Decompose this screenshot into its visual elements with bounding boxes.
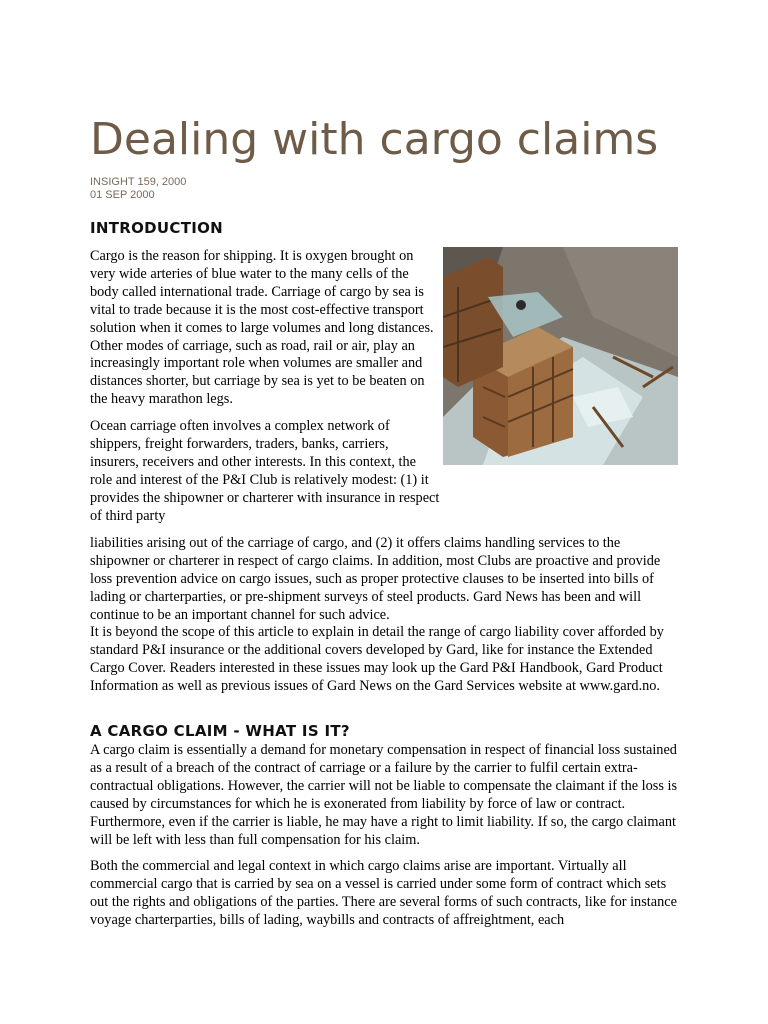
introduction-heading: INTRODUCTION — [90, 219, 224, 237]
intro-paragraph-3: liabilities arising out of the carriage of cargo, and (2) it offers claims handling services to the shipowner or charterer in respect of cargo claims. In addition, most Clubs are proactive and provide loss prevention advice on cargo issues, such as proper protective clauses to be inserted into bills of lading or charterparties, or pre-shipment surveys of steel products. Gard News has been and will continue to be an important channel for such advice. — [90, 535, 661, 623]
intro-paragraph-2: Ocean carriage often involves a complex network of shippers, freight forwarders, traders, banks, carriers, insurers, receivers and other interests. In this context, the role and interest of the P&I Club is relatively modest: (1) it provides the shipowner or charterer with insurance in respect of third party — [90, 418, 440, 524]
intro-paragraph-4: It is beyond the scope of this article to explain in detail the range of cargo liability cover afforded by standard P&I insurance or the additional covers developed by Gard, like for instance the Extended Cargo Cover. Readers interested in these issues may look up the Gard P&I Handbook, Gard Product Information as well as previous issues of Gard News on the Gard Services website at www.gard.no. — [90, 624, 664, 694]
article-meta — [90, 176, 186, 202]
cargo-hold-photo — [443, 247, 678, 465]
publish-date: 01 SEP 2000 — [90, 189, 155, 201]
issue-label: INSIGHT 159, 2000 — [90, 176, 187, 188]
intro-paragraph-1: Cargo is the reason for shipping. It is oxygen brought on very wide arteries of blue water to the many cells of the body called international trade. Carriage of cargo by sea is vital to trade because it is the most cost-effective transport solution when it comes to large volumes and long distances. Other modes of carriage, such as road, rail or air, play an increasingly important role when volumes are smaller and distances shorter, but carriage by sea is yet to be beaten on the heavy marathon legs. — [90, 248, 434, 408]
claim-paragraph-1: A cargo claim is essentially a demand for monetary compensation in respect of financial loss sustained as a result of a breach of the contract of carriage or a failure by the carrier to fulfil certain extra-contractual obligations. However, the carrier will not be liable to compensate the claimant if the loss is caused by circumstances for which he is exonerated from liability by force of law or contract. Furthermore, even if the carrier is liable, he may have a right to limit liability. If so, the cargo claimant will be left with less than full compensation for his claim. — [90, 742, 678, 848]
article-title: Dealing with cargo claims — [90, 114, 659, 165]
cargo-claim-heading: A CARGO CLAIM - WHAT IS IT? — [90, 722, 350, 740]
claim-paragraph-2: Both the commercial and legal context in which cargo claims arise are important. Virtually all commercial cargo that is carried by sea on a vessel is carried under some form of contract which sets out the rights and obligations of the parties. There are several forms of such contracts, like for instance voyage charterparties, bills of lading, waybills and contracts of affreightment, each — [90, 858, 677, 928]
